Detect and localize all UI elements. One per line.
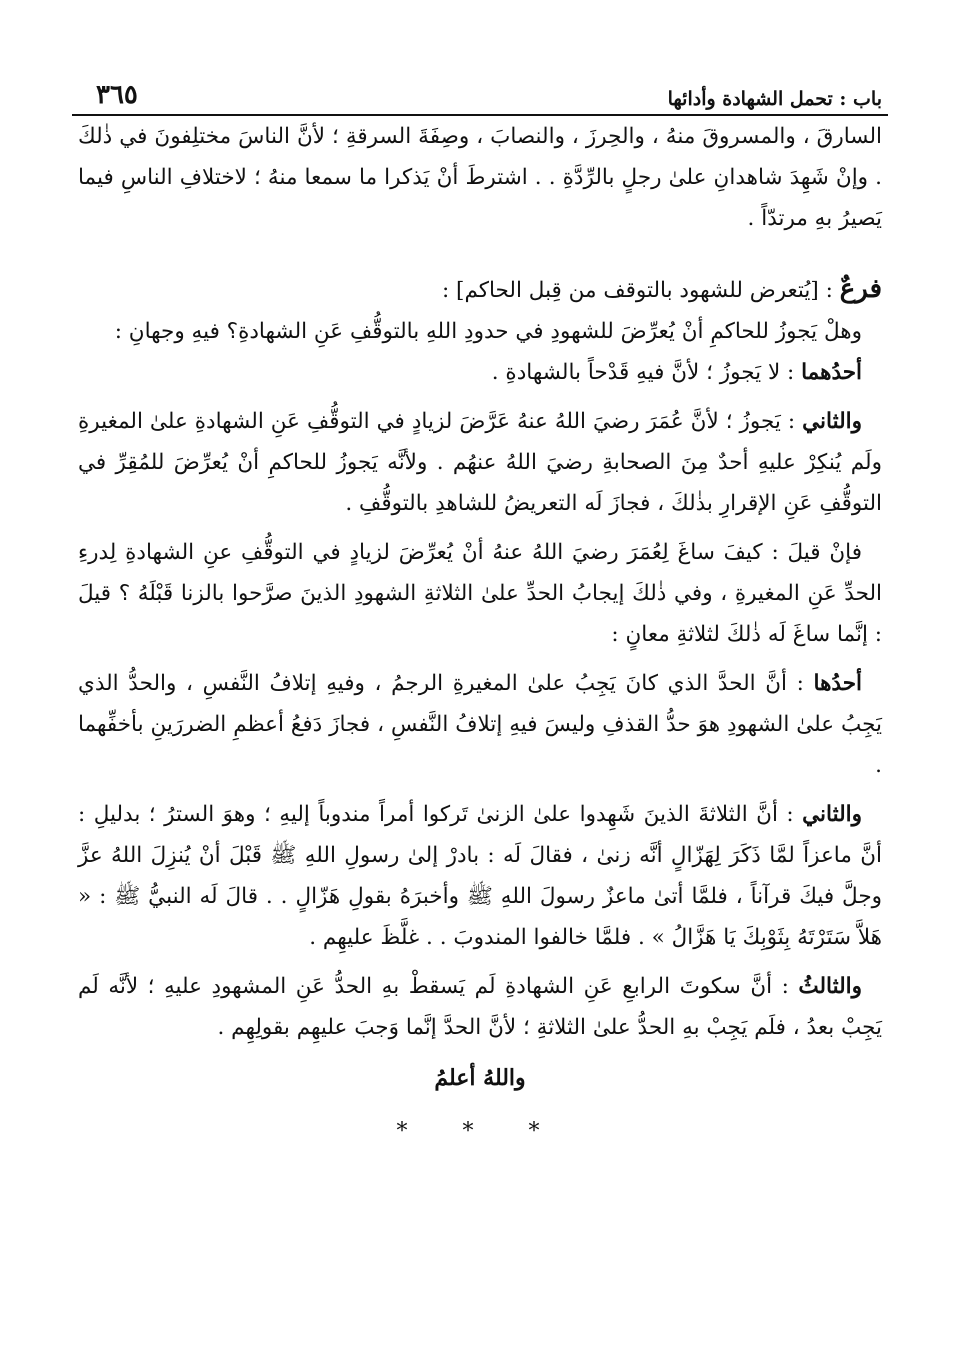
first-view-lead: أحدُهما — [801, 360, 862, 385]
page-header — [72, 70, 888, 116]
meaning-three-text: : أنَّ سكوتَ الرابعِ عَنِ الشهادةِ لَم يَسقطْ بهِ الحدُّ عَنِ المشهودِ عليهِ ؛ لأنَّه لَم يَجِبْ بعدُ ، فلَم يَجِبْ بهِ الحدُّ علىٰ الثلاثةِ ؛ لأنَّ الحدَّ إنَّما وَجبَ عليهِم بقولِهِم . — [78, 974, 882, 1040]
book-page — [72, 70, 888, 1330]
meaning-one-text: : أنَّ الحدَّ الذي كانَ يَجِبُ علىٰ المغيرةِ الرجمُ ، وفيهِ إتلافُ النَّفسِ ، والحدُّ الذي يَجِبُ علىٰ الشهودِ هوَ حدُّ القذفِ وليسَ فيهِ إتلافُ النَّفسِ ، فجازَ دَفعُ أعظمِ الضررَينِ بأخفِّهما . — [78, 671, 882, 778]
paragraph-meaning-two — [72, 794, 888, 958]
meaning-two-text: : أنَّ الثلاثةَ الذينَ شَهِدوا علىٰ الزنىٰ تَركوا أمراً مندوباً إليهِ ؛ وهوَ السترُ ؛ بدليلِ : أنَّ ماعزاً لمَّا ذَكَرَ لِهَزّالٍ أنَّه زنىٰ ، فقالَ لَه : بادرْ إلىٰ رسولِ اللهِ ﷺ قَبْلَ أنْ يُنزِلَ اللهُ عزَّ وجلَّ فيكَ قرآناً ، فلمَّا أتىٰ ماعزٌ رسولَ اللهِ ﷺ وأخبرَهُ بقولِ هَزّالٍ . . قالَ لَه النبيُّ ﷺ : « هَلاَّ سَتَرْتَهُ بِثَوْبِكَ يَا هَزَّالُ » . فلمَّا خالفوا المندوبَ . . غلَّظَ عليهِم . — [78, 802, 882, 950]
page-number: ٣٦٥ — [96, 80, 138, 110]
section-heading-far — [72, 269, 888, 311]
second-view-text: : يَجوزُ ؛ لأنَّ عُمَرَ رضيَ اللهُ عنهُ عَرَّضَ لزيادٍ في التوقُّفِ عَنِ الشهادةِ علىٰ المغيرةِ ولَم يُنكِرْ عليهِ أحدٌ مِنَ الصحابةِ رضيَ اللهُ عنهُم . ولأنَّه يَجوزُ للحاكمِ أنْ يُعرِّضَ للمُقِرِّ في التوقُّفِ عَنِ الإقرارِ بذٰلكَ ، فجازَ لَه التعريضُ للشاهدِ بالتوقُّفِ . — [78, 409, 882, 516]
meaning-one-lead: أحدُها — [813, 671, 862, 696]
first-view-text: : لا يَجوزُ ؛ لأنَّ فيهِ قَدْحاً بالشهادةِ . — [491, 360, 802, 385]
second-view-lead: والثاني — [802, 409, 862, 434]
paragraph-first-view — [72, 352, 888, 393]
paragraph-meaning-one — [72, 663, 888, 786]
paragraph-continuation: السارقَ ، والمسروقَ منهُ ، والحِرزَ ، والنصابَ ، وصِفَةَ السرقةِ ؛ لأنَّ الناسَ مختلِفونَ في ذٰلكَ . وإنْ شَهِدَ شاهدانِ علىٰ رجلٍ بالرِّدَّةِ . . اشترطَ أنْ يَذكرا ما سمعا منهُ ؛ لاختلافِ الناسِ فيما يَصيرُ بهِ مرتدّاً . — [78, 124, 882, 231]
meaning-three-lead: والثالثُ — [798, 974, 862, 999]
section-divider-stars: * * * — [396, 1119, 564, 1144]
paragraph-objection: فإنْ قيلَ : كيفَ ساغَ لِعُمَرَ رضيَ اللهُ عنهُ أنْ يُعرِّضَ لزيادٍ في التوقُّفِ عنِ الشهادةِ لِدرءِ الحدِّ عَنِ المغيرةِ ، وفي ذٰلكَ إيجابُ الحدِّ علىٰ الثلاثةِ الشهودِ الذينَ صرَّحوا بالزنا قَبْلَهُ ؟ قيلَ : إنَّما ساغَ لَه ذٰلكَ لثلاثةِ معانٍ : — [78, 540, 882, 647]
far-title: : [يُتعرض للشهود بالتوقف من قِبل الحاكم] : — [441, 278, 840, 303]
page-body — [72, 116, 888, 1152]
chapter-title: باب : تحمل الشهادة وأدائها — [667, 88, 882, 110]
paragraph-meaning-three — [72, 966, 888, 1048]
far-label: فرعٌ — [839, 274, 882, 304]
closing-phrase: واللهُ أعلمُ — [434, 1065, 526, 1091]
meaning-two-lead: والثاني — [802, 802, 862, 827]
paragraph-question: وهلْ يَجوزُ للحاكمِ أنْ يُعرِّضَ للشهودِ في حدودِ اللهِ بالتوقُّفِ عَنِ الشهادةِ؟ فيهِ وجهانِ : — [114, 319, 862, 344]
paragraph-second-view — [72, 401, 888, 524]
